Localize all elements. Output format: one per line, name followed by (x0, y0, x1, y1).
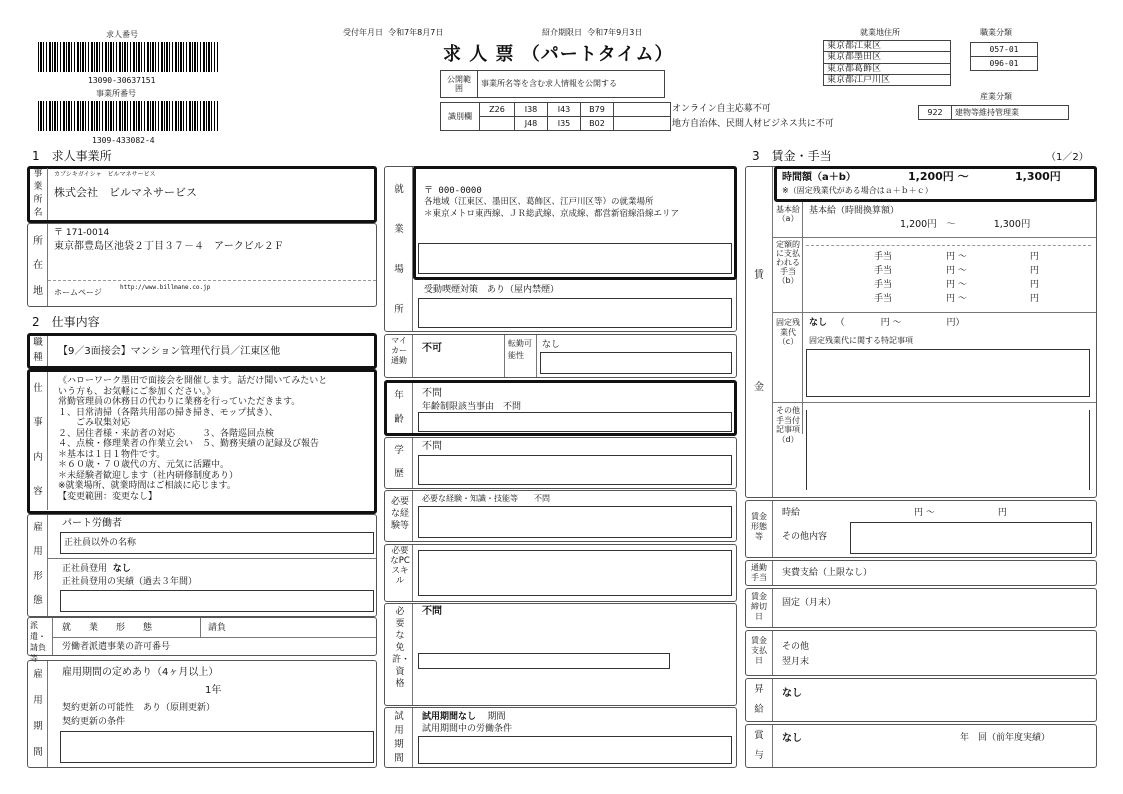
id-label: 識別欄 (441, 103, 480, 131)
homepage-link[interactable]: http://www.billmane.co.jp (120, 284, 211, 291)
base-pay-label: 基本給（a） (776, 205, 800, 223)
work-area-label: 就業地住所 (860, 28, 900, 37)
section-2-title: 2 仕事内容 (32, 315, 100, 329)
hourly-wage-max: 1,300円 (1015, 170, 1061, 183)
commute-allowance-value: 実費支給（上限なし） (782, 568, 873, 578)
page-title: 求 人 票 （パートタイム） (443, 44, 674, 65)
wage-form-other: その他内容 (782, 532, 828, 542)
dispatch-permit: 労働者派遣事業の許可番号 (62, 642, 171, 652)
dispatch-form: 請負 (208, 623, 227, 633)
period-label: 雇 用 期 間 (33, 668, 43, 758)
company-address: 東京都豊島区池袋２丁目３７－４ アークビル２Ｆ (54, 241, 284, 252)
raise-label: 昇 給 (754, 683, 764, 715)
job-class-table: 057-01 096-01 (970, 42, 1038, 71)
age-value: 不問 (422, 388, 442, 399)
non-regular-name-label: 正社員以外の名称 (64, 538, 137, 548)
employment-label: 雇 用 形 態 (33, 521, 43, 607)
company-name: 株式会社 ビルマネサービス (54, 186, 197, 199)
page-number: （1／2） (1046, 152, 1089, 163)
experience-value: 必要な経験・知識・技能等 不問 (422, 494, 550, 503)
age-label: 年 齢 (394, 389, 404, 425)
pay-date-box (745, 630, 1097, 676)
wage-form-range: 円 〜 円 (914, 508, 1007, 518)
company-label: 事 業 所 名 (33, 169, 43, 219)
industry-label: 産業分類 (980, 92, 1012, 101)
disclosure-label: 公開範囲 (447, 74, 471, 93)
commute-allowance-label: 通勤手当 (751, 563, 767, 582)
job-title-label: 職 種 (33, 337, 43, 364)
address-label-1: 所 (33, 236, 43, 247)
hourly-wage-note: ※（固定残業代がある場合はａ＋ｂ＋ｃ） (782, 186, 933, 195)
raise-value: なし (782, 688, 802, 699)
employment-period: 雇用期間の定めあり（4ヶ月以上） (62, 667, 219, 678)
dispatch-form-label: 就 業 形 態 (62, 623, 153, 633)
bonus-value: なし (782, 733, 802, 744)
renewal-conditions: 契約更新の条件 (62, 717, 126, 727)
base-pay-title: 基本給（時間換算額） (809, 206, 900, 216)
postal-code: 〒 171-0014 (54, 228, 110, 238)
workplace-postal: 〒 000-0000 (424, 186, 482, 196)
hourly-wage-min: 1,200円 〜 (908, 170, 969, 183)
job-description: 《ハローワーク墨田で面接会を開催します。話だけ聞いてみたいと いう方も、お気軽にご参加ください。》 常勤管理員の休務日の代わりに業務を行っていただきます。 １、日常清掃（各階共用部の掃き掃き、モップ拭き）、 ごみ収集対応 ２、居住者様・来訪者の対応 ３、各階巡回点検 ４、点検・修理業者の作業立会い ５、勤務実績の記録及び報告 ＊基本は１日１物件です。 ＊６０歳・７０歳代の方、元気に活躍中。 ＊未経験者歓迎します（社内研修制度あり） ※就業場所、就業時間はご相談に応じます。 【変更範囲：変更なし】 (58, 376, 328, 502)
section-1-title: 1 求人事業所 (32, 149, 112, 163)
education-value: 不問 (422, 441, 442, 452)
car-commute-label: マイカー通勤 (391, 336, 407, 365)
hourly-wage-label: 時間額（a＋b） (782, 172, 856, 183)
wage-form-label: 賃金形態等 (751, 512, 767, 541)
address-label-3: 地 (33, 286, 43, 297)
closing-date-label: 賃金締切日 (751, 592, 767, 621)
office-number-label: 事業所番号 (96, 89, 136, 98)
allowance-label: 定額的に支払われる手当（b） (776, 240, 800, 285)
regular-conversion: 正社員登用 なし (62, 564, 131, 574)
pay-date-value-2: 翌月末 (782, 657, 810, 667)
age-reason: 年齢制限該当事由 不問 (422, 402, 522, 412)
fixed-overtime-label: 固定残業代（c） (776, 318, 800, 346)
job-desc-label: 仕 事 内 容 (33, 382, 43, 498)
car-commute-value: 不可 (422, 343, 442, 354)
wage-form-value: 時給 (782, 508, 801, 518)
pay-date-value-1: その他 (782, 642, 810, 652)
closing-date-value: 固定（月末） (782, 598, 837, 608)
address-label-2: 在 (33, 260, 43, 271)
contract-renewal: 契約更新の可能性 あり（原則更新） (62, 703, 216, 713)
job-class-label: 職業分類 (980, 28, 1012, 37)
license-label: 必要な免許・資格 (392, 607, 411, 689)
job-title: 【9／3面接会】マンション管理代行員／江東区他 (58, 346, 281, 357)
office-number-barcode (38, 101, 218, 131)
transfer-value: なし (542, 340, 561, 350)
office-number: 1309-433082-4 (92, 136, 155, 145)
workplace-line-1: 各地域（江東区、墨田区、葛飾区、江戸川区等）の就業場所 (424, 197, 654, 207)
work-area-table: 東京都江東区 東京都墨田区 東京都葛飾区 東京都江戸川区 (823, 40, 951, 86)
online-note-2: 地方自治体、民間人材ビジネス共に不可 (672, 119, 834, 129)
fixed-overtime-note: 固定残業代に関する特記事項 (809, 336, 913, 345)
company-kana: カブシキガイシャ ビルマネサービス (54, 171, 156, 178)
workplace-line-2: ＊東京メトロ東西線、ＪＲ総武線、京成線、都営新宿線沿線エリア (424, 209, 680, 219)
job-number-barcode (38, 42, 218, 72)
id-table: 識別欄 Z26 I38 I43 B79 J48 I35 B02 (440, 102, 671, 131)
pc-skill-label: 必要なPCスキル (390, 546, 410, 586)
bonus-box (745, 724, 1097, 768)
employment-period-years: 1年 (205, 685, 222, 696)
disclosure-table (440, 70, 665, 98)
experience-label: 必要な経験等 (390, 497, 409, 531)
raise-box (745, 678, 1097, 722)
education-label: 学 歴 (394, 445, 404, 480)
allowance-rows: 手当 円 〜 円 手当 円 〜 円 手当 円 〜 円 手当 円 〜 円 (874, 252, 1039, 304)
smoking-policy: 受動喫煙対策 あり（屋内禁煙） (424, 285, 560, 295)
trial-conditions: 試用期間中の労働条件 (422, 724, 513, 734)
workplace-label: 就 業 場 所 (394, 183, 404, 315)
bonus-label: 賞 与 (754, 729, 764, 761)
online-note-1: オンライン自主応募不可 (672, 104, 771, 114)
transfer-label: 転勤可能性 (508, 339, 532, 360)
dispatch-label: 派遣・請負等 (30, 621, 46, 663)
industry-table: 922 建物等維持管理業 (918, 105, 1069, 120)
wage-label: 賃 金 (754, 270, 764, 394)
disclosure-value: 事業所名等を含む求人情報を公開する (478, 71, 665, 98)
trial-label: 試 用 期 間 (394, 710, 404, 764)
job-number: 13090-30637151 (88, 76, 156, 85)
deadline-date: 紹介期限日 令和7年9月3日 (542, 28, 643, 37)
employment-type: パート労働者 (62, 518, 122, 529)
bonus-record: 年 回（前年度実績） (960, 733, 1051, 743)
section-3-title: 3 賃金・手当 (752, 149, 832, 163)
regular-conversion-record: 正社員登用の実績（過去３年間） (62, 577, 198, 587)
job-number-label: 求人番号 (106, 30, 138, 39)
homepage-label: ホームページ (54, 288, 102, 297)
fixed-overtime: なし （ 円 〜 円） (809, 318, 965, 328)
license-value: 不問 (422, 606, 442, 617)
pay-date-label: 賃金支払日 (751, 636, 767, 665)
trial-value: 試用期間なし 期間 (422, 712, 506, 722)
other-allowance-label: その他手当付記事項（d） (776, 406, 800, 444)
base-pay-range: 1,200円 〜 1,300円 (900, 219, 1031, 230)
received-date: 受付年月日 令和7年8月7日 (343, 28, 444, 37)
